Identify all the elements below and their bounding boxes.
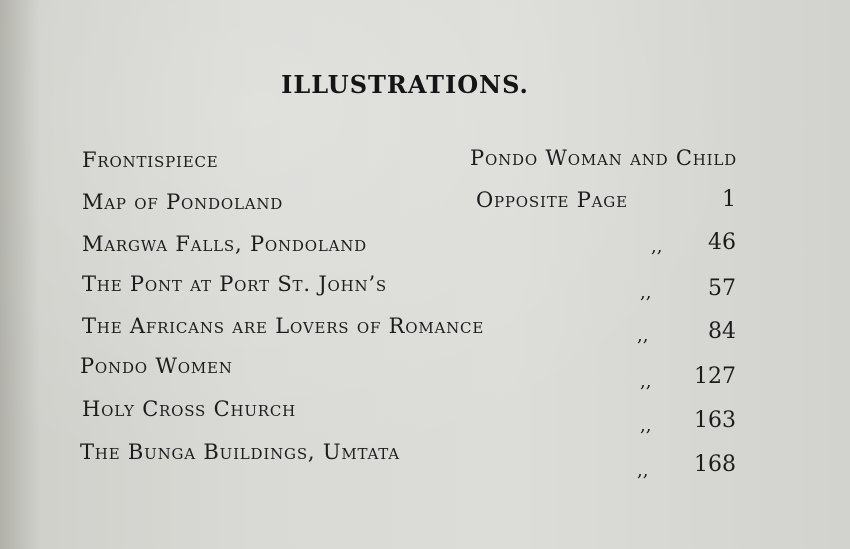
frontispiece-label: Frontispiece — [82, 148, 219, 172]
illustration-title: The Africans are Lovers of Romance — [82, 314, 485, 338]
page-number: 46 — [708, 230, 736, 255]
page-number: 127 — [694, 364, 736, 389]
page-number: 168 — [694, 452, 736, 477]
ditto-mark: ,, — [651, 236, 663, 257]
ditto-mark: ,, — [640, 371, 652, 392]
page-number: 57 — [708, 276, 736, 301]
ditto-mark: ,, — [637, 460, 649, 481]
page-number: 163 — [694, 408, 736, 433]
ditto-mark: ,, — [637, 325, 649, 346]
ditto-mark: ,, — [640, 282, 652, 303]
map-opposite-page: Opposite Page — [476, 188, 628, 212]
illustration-title: Holy Cross Church — [82, 397, 297, 421]
map-page-number: 1 — [722, 187, 736, 212]
map-title: Map of Pondoland — [82, 190, 284, 214]
frontispiece-caption: Pondo Woman and Child — [470, 146, 737, 170]
page-heading: ILLUSTRATIONS. — [281, 70, 529, 99]
illustration-title: Pondo Women — [80, 354, 233, 378]
illustration-title: The Pont at Port St. John’s — [82, 272, 387, 296]
illustration-title: The Bunga Buildings, Umtata — [80, 440, 400, 464]
ditto-mark: ,, — [640, 415, 652, 436]
page-number: 84 — [708, 319, 736, 344]
illustration-title: Margwa Falls, Pondoland — [82, 232, 367, 256]
